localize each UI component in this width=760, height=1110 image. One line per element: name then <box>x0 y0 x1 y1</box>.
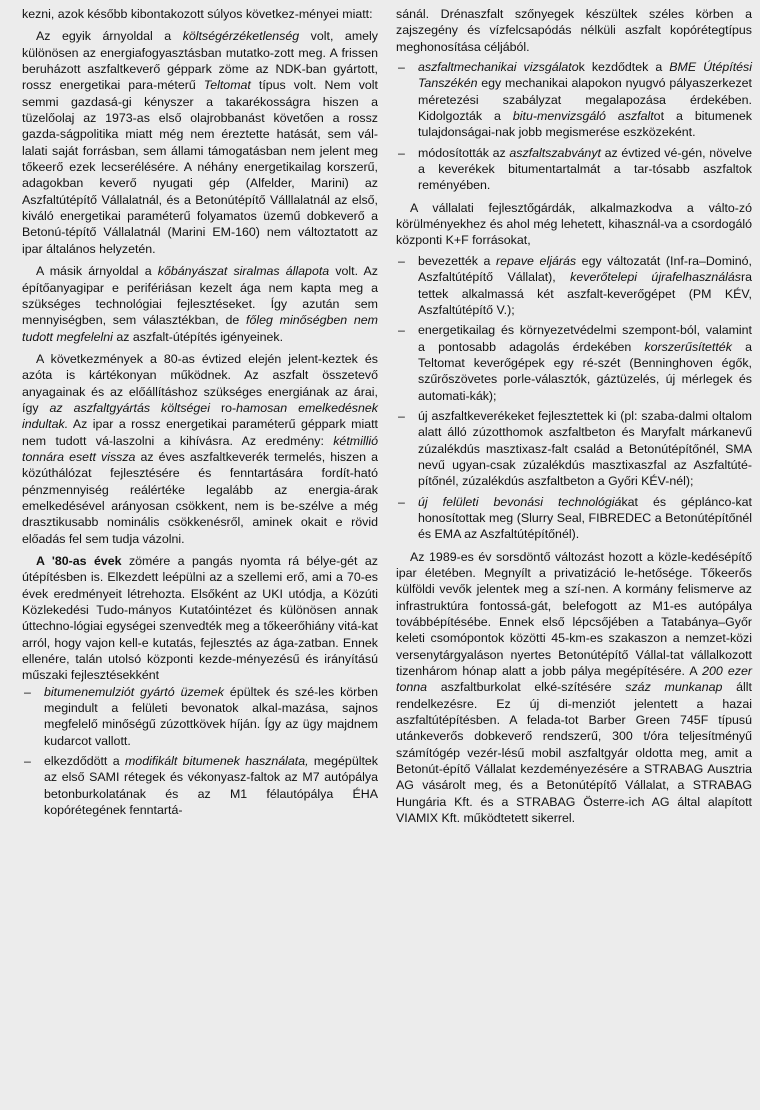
paragraph-consequences: A következmények a 80-as évtized elején jelent-keztek és azóta is kártékonyan működnek. Az aszfalt összetevő anyagainak és az előállításhoz szükséges energiának az árai, így az aszfaltgyártás költségei ro-hamosan emelkedésnek indultak. Az ipar a rossz energetikai paraméterű géppark miatt nem tudott vá-laszolni a kihívásra. Az eredmény: kétmillió tonnára esett vissza az éves aszfaltkeverék termelés, hiszen a közúthálózat fejlesztésére és fenntartására fordít-ható pénzmennyiség reálértéke legalább az energia-árak emelkedésével arányosan csökkent, nem is be-szélve a még drasztikusabb nominális csökkenésről, aminek okait e rövid előadás fel sem tudja vázolni. <box>22 351 378 546</box>
company-list <box>396 253 752 543</box>
list-item: – elkezdődött a modifikált bitumenek használata, megépültek az első SAMI rétegek és vékonyasz-faltok az M7 autópálya betonburkolatának és az M1 félautópálya ÉHA kopórétegének fenntartá- <box>24 754 378 818</box>
list-item: – bevezették a repave eljárás egy változatát (Inf-ra–Dominó, Aszfaltútépítő Vállalat), keverőtelepi újrafelhasználásra tettek alkalmassá két aszfalt-keverőgépet (PM KÉV, Aszfaltútépítő V.); <box>398 253 752 317</box>
paragraph-eighties: A '80-as évek zömére a pangás nyomta rá bélye-gét az útépítésben is. Elkezdett leépülni az a szellemi erő, ami a 70-es évek eredményeit létrehozta. Elsőként az UKI utódja, a Közúti Közlekedési Tudo-mányos Kutatóintézet és különösen annak úttechno-lógiai egységei szenvedték meg a tőkeerőhiány vitá-kat arról, hogy vajon kell-e kutatás, fejlesztés az ága-zatban. Ennek ellenére, talán utolsó központi kezde-ményezésű és irányítású műszaki fejlesztésekként <box>22 554 379 683</box>
paragraph-intro-continuation: kezni, azok később kibontakozott súlyos következ-ményei miatt: <box>22 7 373 21</box>
left-column <box>22 6 378 1110</box>
paragraph-drainage-asphalt: sánál. Drénaszfalt szőnyegek készültek széles körben a zajszegény és vízfelcsapódás nélküli aszfalt kopórétegtípus meghonosítása céljából. <box>396 7 752 54</box>
paragraph-1989: Az 1989-es év sorsdöntő változást hozott a közle-kedésépítő ipar életében. Megnyílt a privatizáció le-hetősége. Tőkeerős külföldi vevők jelentek meg a szí-nen. A kormány felismerve az infrastruktúra fontossá-gát, belefogott az M1-es autópálya továbbépítésébe. Ennek első lépcsőjében a Tatabánya–Győr keleti csomópontok közötti 45-km-es szakaszon a nemzet-közi versenytárgyaláson nyertes Betonútépítő Vállal-tat vállalkozott tizenhárom hónap alatt a jobb pálya megépítésére. A 200 ezer tonna aszfaltburkolat elké-szítésére száz munkanap állt rendelkezésre. Ez új di-menziót jelentett a hazai aszfaltútépítésben. A felada-tot Barber Green 745F típusú utánkeverős dobkeverő rendszerű, 300 t/óra teljesítményű számítógép vezér-lésű mobil aszfaltgyár oldotta meg, amit a Betonút-építő Vállalat kezdeményezésére a STRABAG Ausztria AG vásárolt meg, és a Betonútépítő Vállalat, a STRABAG Hungária Kft. és a STRABAG Österre-ich AG által alapított VIAMIX Kft. működtetett sikerrel. <box>396 549 752 826</box>
paragraph-company-development: A vállalati fejlesztőgárdák, alkalmazkodva a válto-zó körülményekhez és ahol még lehetett, kihasznál-va a csordogáló központi K+F forrásokat, <box>396 200 752 248</box>
right-column <box>396 6 752 1110</box>
development-list <box>22 684 378 819</box>
list-item: – új aszfaltkeverékeket fejlesztettek ki (pl: szaba-dalmi oltalom alatt álló zúzotthomok aszfaltbeton és Maryfalt márkanevű zúzalékdús masztixasz-falt család a Betonútépítőnél, SMA nevű ugyan-csak zúzalékdús masztixaszfal az Aszfaltúté-pítőnél, zúzalékdús aszfaltbeton a Győri KÉV-nél); <box>398 408 752 489</box>
list-item: – bitumenemulziót gyártó üzemek épültek és szé-les körben megindult a felületi bevonatok alkal-mazása, sajnos megfelelő minőségű zúzottkövek híján. Így az ügy majdnem kudarcot vallott. <box>24 684 378 748</box>
list-item: – új felületi bevonási technológiákat és géplánco-kat honosítottak meg (Slurry Seal, FIBREDEC a Betonútépítőnél és EMA az Aszfaltútépítőnél). <box>398 494 752 542</box>
list-item: – energetikailag és környezetvédelmi szempont-ból, valamint a pontosabb adagolás érdekében korszerűsítették a Teltomat keverőgépek egy ré-szét (Benninghoven égők, szűrőszövetes porle-választók, gáztüzelés, új mérlegek és automati-kák); <box>398 323 752 403</box>
paragraph-cost-insensitivity: Az egyik árnyoldal a költségérzéketlenség volt, amely különösen az energiafogyasztásban mutatko-zott meg. A frissen beruházott aszfaltkeverő géppark zöme az NDK-ban gyártott, rossz energetikai para-méterű Teltomat típus volt. Nem volt semmi gazdasá-gi kényszer a takarékosságra hiszen a tüzelőolaj az 1973-as első olajrobbanást követően a rossz gazda-ságpolitika miatt még nem éreztette hatását, sem vál-lalati saját forrásban, sem állami támogatásban nem jelent meg tőkeerő ezek lecserélésére. A néhány energetikailag korszerű, adagokban keverő nyugati gép (Alfelder, Marini) az Aszfaltútépítő Vállalatnál, és a Betonútépítő Válllalatnál az első, kiváló energetikai paraméterű folyamatos üzemű dobkeverő a Betonú-tépítő Vállalatnál (Marini EM-160) nem változtatott az ipar általános helyzetén. <box>22 29 378 256</box>
research-list <box>396 59 752 194</box>
list-item: – módosították az aszfaltszabványt az évtized vé-gén, növelve a keverékek bitumentartalmát a tar-tósabb aszfaltok reményében. <box>398 145 752 193</box>
list-item: – aszfaltmechanikai vizsgálatok kezdődtek a BME Útépítési Tanszékén egy mechanikai alapokon nyugvó pályaszerkezet méretezési szabályzat megalapozása érdekében. Kidolgozták a bitu-menvizsgáló aszfaltot a bitumenek tulajdonságai-nak jobb megismerése eszközeként. <box>398 60 753 140</box>
paragraph-quarrying: A másik árnyoldal a kőbányászat siralmas állapota volt. Az építőanyagipar e perifériásan kezelt ága nem kapta meg a szükséges technológiai fejlesztéseket. Így azután sem mennyiségben, sem választékban, de főleg minőségben nem tudott megfelelni az aszfalt-útépítés igényeinek. <box>22 264 378 344</box>
